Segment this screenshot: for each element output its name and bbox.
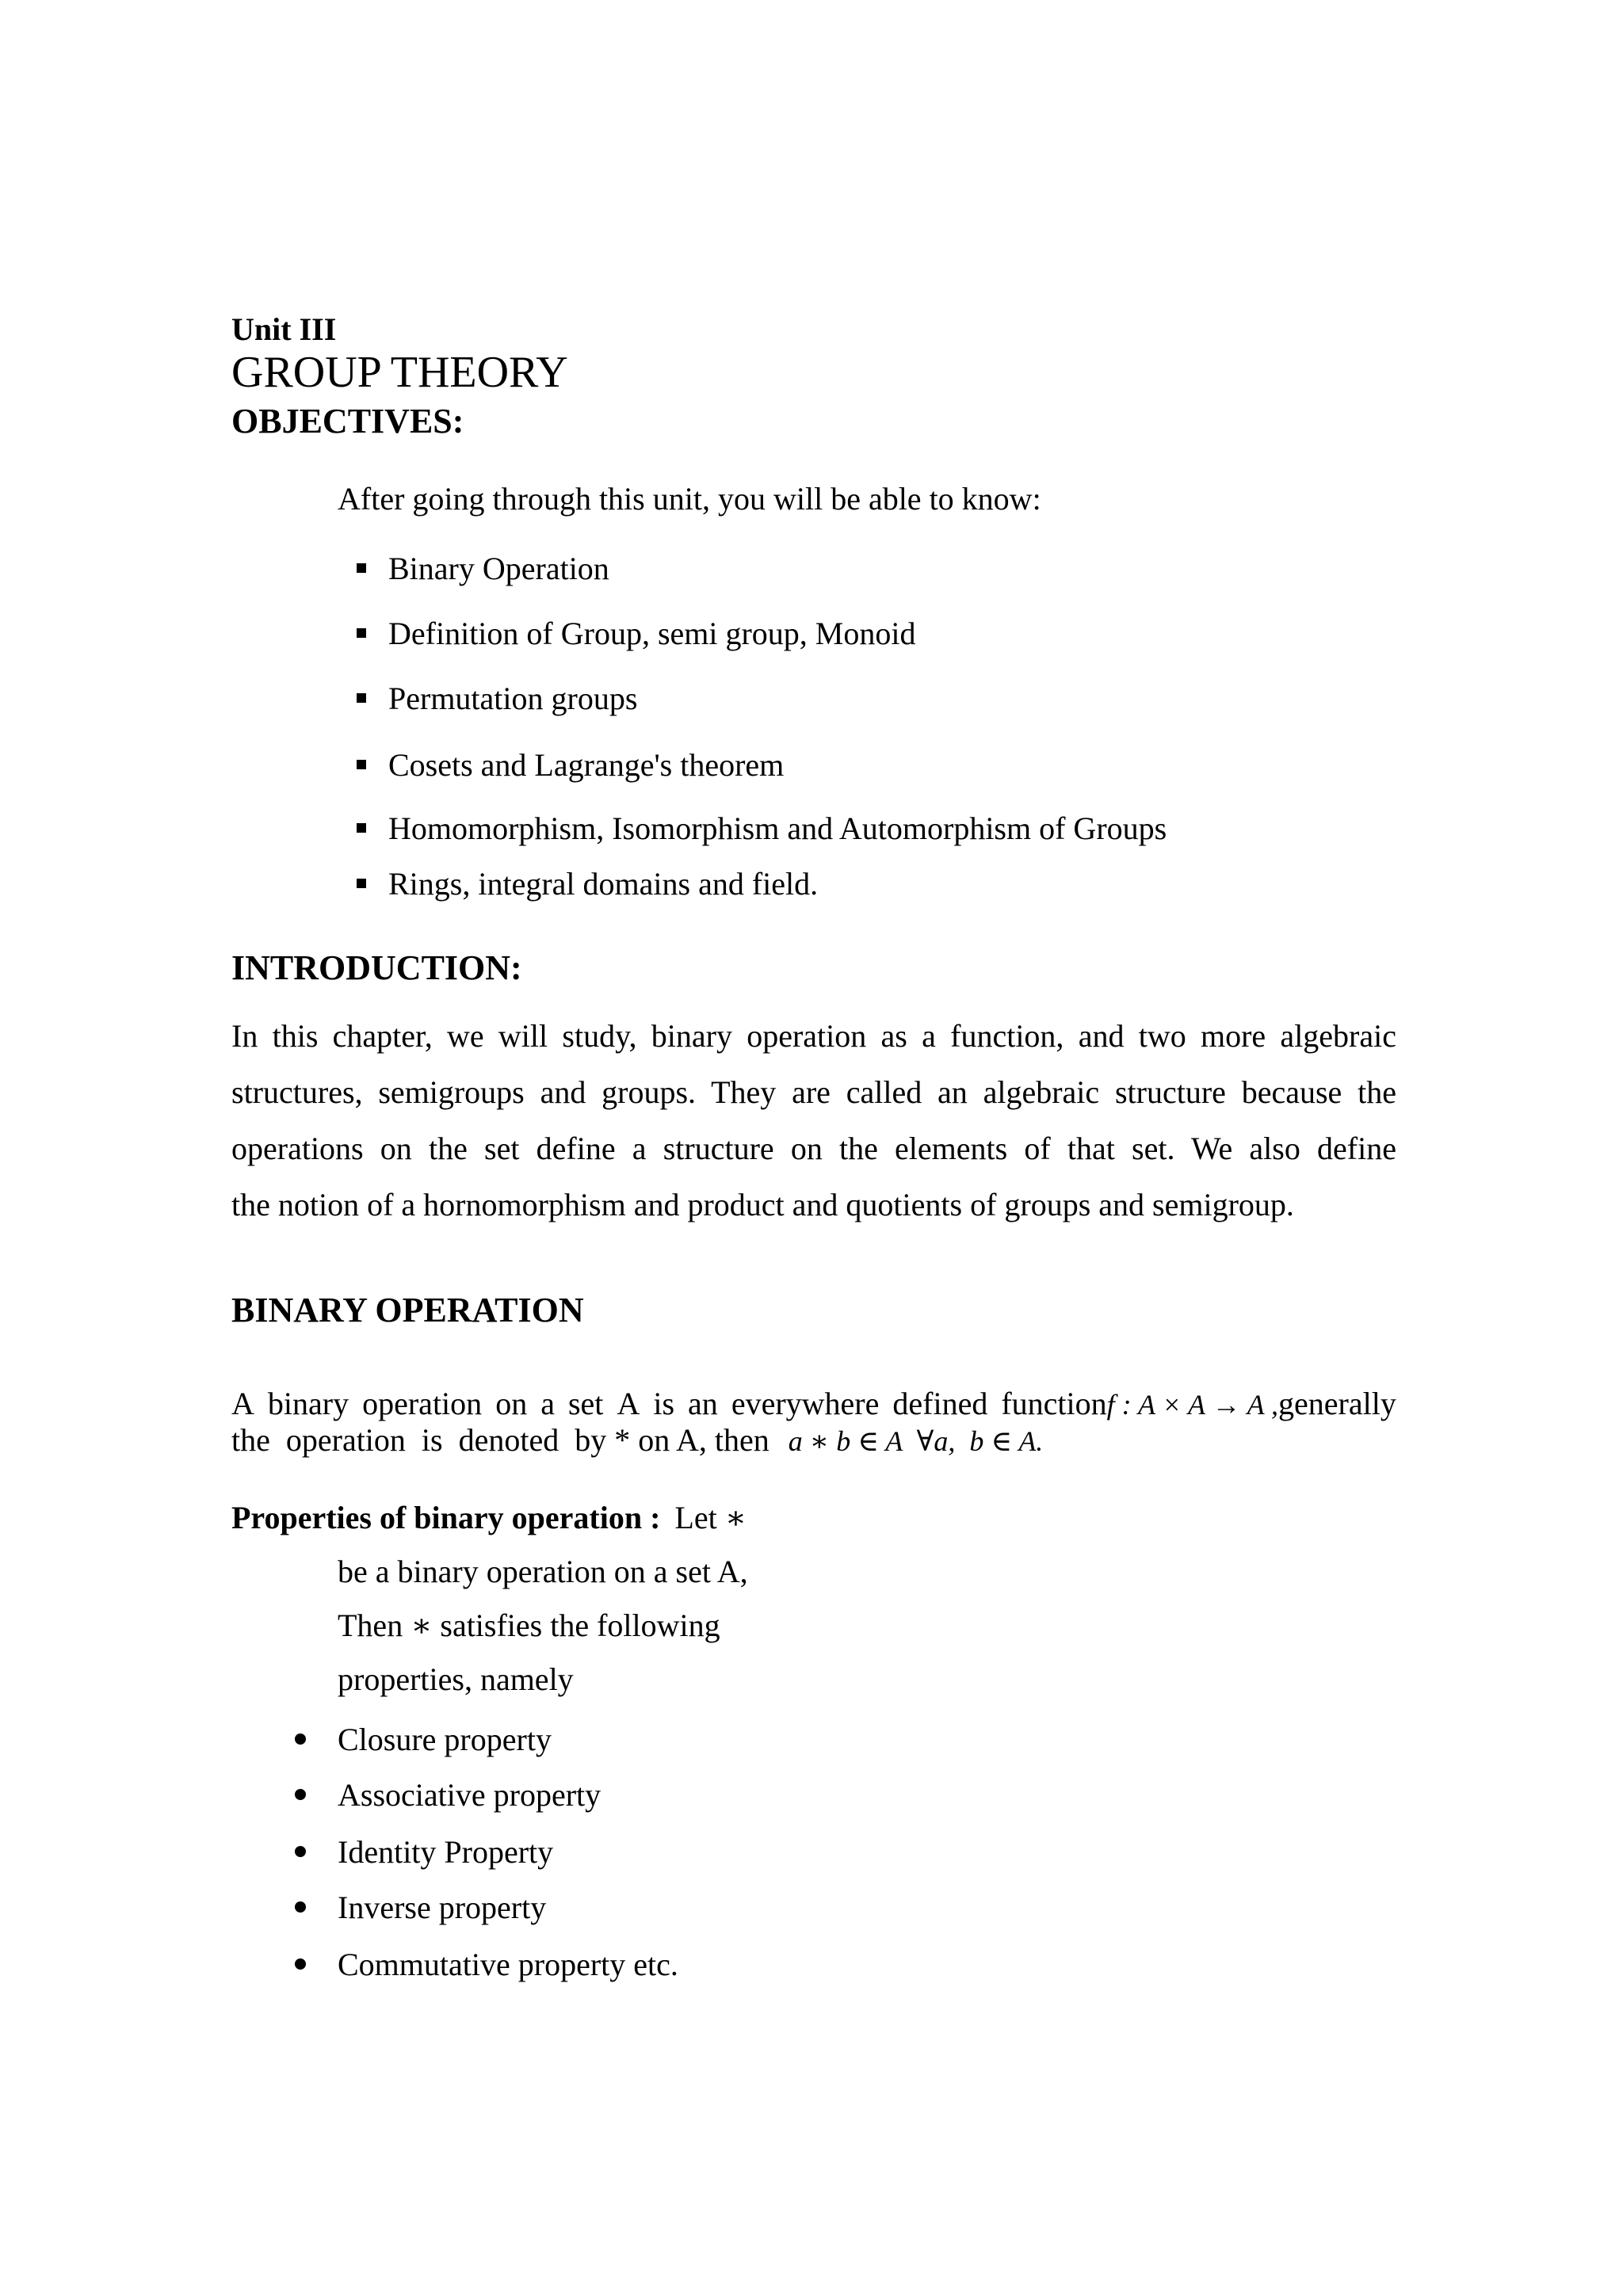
property-list-text: Inverse property xyxy=(338,1890,547,1925)
paragraph-line: the notion of a hornomorphism and product and quotients of groups and semigroup. xyxy=(231,1187,1294,1222)
property-list-text: Closure property xyxy=(338,1722,552,1757)
paragraph-line: operations on the set define a structure on the elements of that set. We also define xyxy=(231,1131,1396,1166)
bullet-dot-icon xyxy=(295,1958,306,1970)
definition-word: defined xyxy=(892,1386,988,1421)
bullet-dot-icon xyxy=(295,1846,306,1857)
definition-line xyxy=(231,1421,1043,1460)
square-bullet-icon xyxy=(357,760,366,769)
square-bullet-icon xyxy=(357,693,366,703)
objectives-intro: After going through this unit, you will be able to know: xyxy=(338,481,1041,517)
square-bullet-icon xyxy=(357,823,366,833)
definition-word: a xyxy=(540,1386,555,1421)
function-formula: f : A × A → A , xyxy=(1106,1389,1279,1421)
introduction-paragraph xyxy=(231,1008,1396,1233)
definition-function xyxy=(1001,1385,1396,1424)
property-list-text: Commutative property etc. xyxy=(338,1947,678,1982)
binary-operation-heading: BINARY OPERATION xyxy=(231,1291,584,1329)
introduction-heading: INTRODUCTION: xyxy=(231,948,522,987)
definition-word: A xyxy=(617,1386,640,1421)
property-list-item xyxy=(338,1776,601,1814)
square-bullet-icon xyxy=(357,563,366,573)
definition-word: on xyxy=(495,1386,528,1421)
definition-line xyxy=(231,1385,1396,1424)
definition-word: binary xyxy=(267,1386,349,1421)
objective-item xyxy=(388,615,916,653)
objective-item-text: Rings, integral domains and field. xyxy=(388,866,819,902)
objective-item xyxy=(388,550,609,588)
property-list-item xyxy=(338,1833,553,1871)
objective-item-text: Cosets and Lagrange's theorem xyxy=(388,747,785,783)
definition-word: A xyxy=(231,1386,254,1421)
property-list-item xyxy=(338,1946,678,1984)
square-bullet-icon xyxy=(357,628,366,638)
definition-word: is xyxy=(653,1386,675,1421)
definition-word: operation xyxy=(362,1386,483,1421)
objective-item-text: Binary Operation xyxy=(388,551,609,586)
objective-item xyxy=(388,865,818,903)
properties-heading-line xyxy=(231,1499,747,1537)
definition-word: function xyxy=(1001,1386,1107,1421)
objective-item-text: Homomorphism, Isomorphism and Automorphism of Groups xyxy=(388,810,1167,846)
definition-word: generally xyxy=(1278,1386,1396,1421)
bullet-dot-icon xyxy=(295,1901,306,1913)
properties-text-line: properties, namely xyxy=(338,1661,574,1697)
definition-word: everywhere xyxy=(731,1386,880,1421)
property-list-item xyxy=(338,1889,546,1927)
objectives-heading: OBJECTIVES: xyxy=(231,402,464,441)
objective-item-text: Permutation groups xyxy=(388,681,638,716)
properties-let: Let ∗ xyxy=(674,1500,747,1535)
page-title: GROUP THEORY xyxy=(231,348,568,397)
unit-label: Unit III xyxy=(231,311,337,347)
properties-text-line: be a binary operation on a set A, xyxy=(338,1554,748,1589)
properties-text-line: Then ∗ satisfies the following xyxy=(338,1608,720,1643)
objective-item xyxy=(388,746,784,784)
definition-word: an xyxy=(688,1386,718,1421)
definition-word: set xyxy=(567,1386,604,1421)
paragraph-line: structures, semigroups and groups. They are called an algebraic structure because the xyxy=(231,1074,1396,1110)
property-list-text: Associative property xyxy=(338,1777,601,1813)
bullet-dot-icon xyxy=(295,1789,306,1800)
property-list-item xyxy=(338,1721,552,1759)
paragraph-line: In this chapter, we will study, binary operation as a function, and two more algebraic xyxy=(231,1018,1396,1054)
square-bullet-icon xyxy=(357,879,366,888)
property-list-text: Identity Property xyxy=(338,1834,554,1870)
definition-text: the operation is denoted by * on A, then xyxy=(231,1422,769,1458)
properties-heading: Properties of binary operation : xyxy=(231,1500,661,1535)
objective-item-text: Definition of Group, semi group, Monoid xyxy=(388,616,916,651)
objective-item xyxy=(388,810,1167,848)
closure-formula: a ∗ b ∈ A ∀a, b ∈ A. xyxy=(788,1425,1044,1457)
bullet-dot-icon xyxy=(295,1733,306,1745)
objective-item xyxy=(388,680,637,718)
